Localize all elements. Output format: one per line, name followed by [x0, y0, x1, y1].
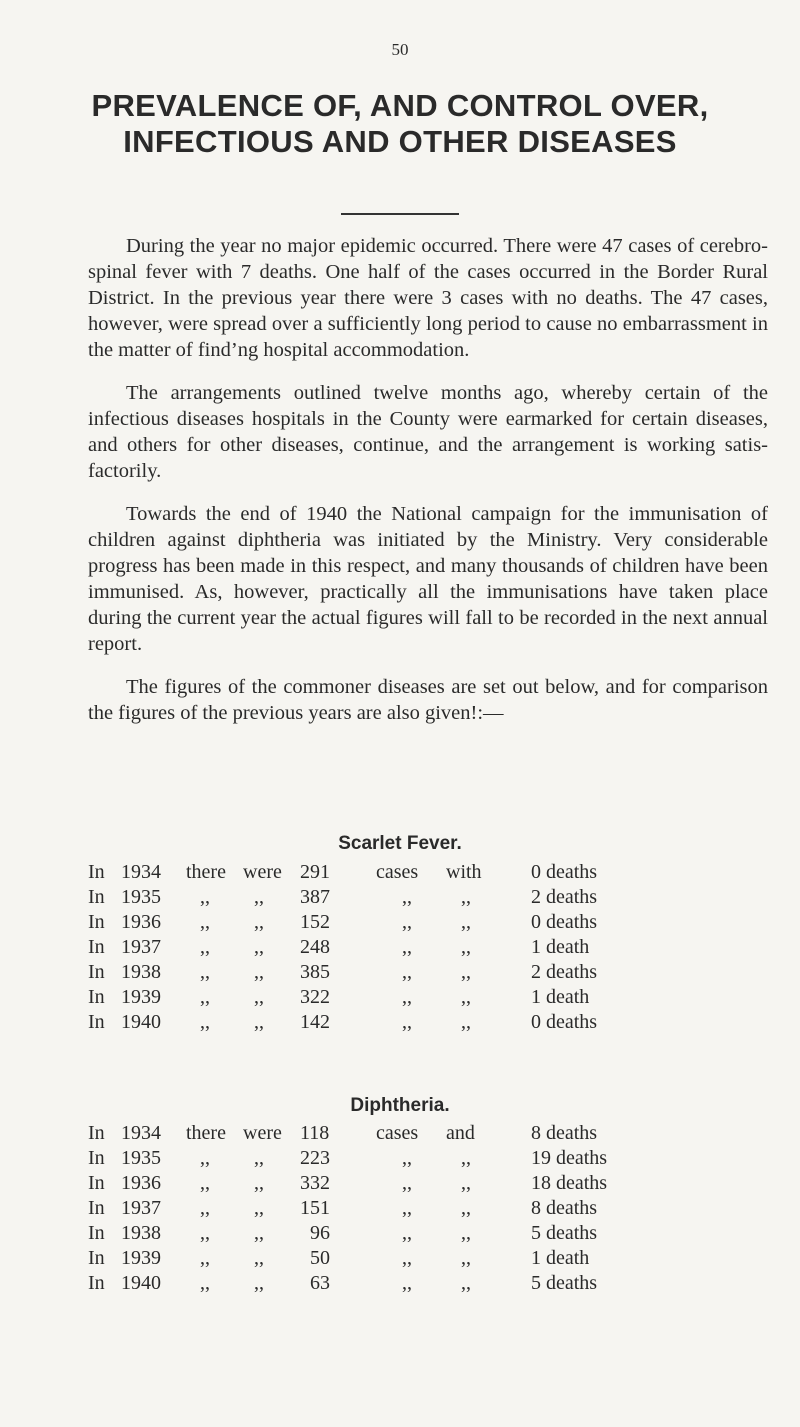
cell-ditto: ,,	[200, 1222, 210, 1244]
cell-prefix: In	[88, 861, 105, 883]
cell-count: 322	[300, 986, 330, 1008]
cell-prefix: In	[88, 1011, 105, 1033]
page-title	[0, 88, 800, 160]
cell-count: 332	[300, 1172, 330, 1194]
table-row	[0, 960, 800, 985]
cell-prefix: In	[88, 1147, 105, 1169]
cell-ditto: ,,	[461, 1147, 471, 1169]
table-row	[0, 1196, 800, 1221]
heading-divider	[341, 213, 459, 215]
cell-prefix: In	[88, 1222, 105, 1244]
cell-deaths: 8 deaths	[531, 1122, 598, 1144]
cell-deaths: 0 deaths	[531, 1011, 598, 1033]
cell-year: 1935	[121, 1147, 161, 1169]
cell-prefix: In	[88, 1247, 105, 1269]
cell-were: were	[243, 861, 282, 883]
cell-ditto: ,,	[402, 936, 412, 958]
cell-count: 223	[300, 1147, 330, 1169]
cell-ditto: ,,	[200, 1011, 210, 1033]
cell-ditto: ,,	[461, 1272, 471, 1294]
cell-ditto: ,,	[402, 961, 412, 983]
cell-prefix: In	[88, 961, 105, 983]
cell-ditto: ,,	[461, 1222, 471, 1244]
cell-count: 50	[310, 1247, 330, 1269]
cell-with: with	[446, 861, 482, 883]
cell-deaths: 0 deaths	[531, 911, 598, 933]
cell-count: 248	[300, 936, 330, 958]
cell-ditto: ,,	[254, 911, 264, 933]
cell-count: 387	[300, 886, 330, 908]
cell-ditto: ,,	[254, 961, 264, 983]
cell-deaths: 1 death	[531, 1247, 590, 1269]
cell-ditto: ,,	[254, 936, 264, 958]
table-row	[0, 910, 800, 935]
table-row	[0, 860, 800, 885]
cell-count: 291	[300, 861, 330, 883]
scarlet-fever-title: Scarlet Fever.	[338, 833, 462, 854]
cell-ditto: ,,	[254, 1172, 264, 1194]
cell-count: 96	[310, 1222, 330, 1244]
cell-ditto: ,,	[402, 1247, 412, 1269]
cell-ditto: ,,	[254, 1272, 264, 1294]
cell-count: 142	[300, 1011, 330, 1033]
cell-ditto: ,,	[254, 986, 264, 1008]
table-row	[0, 935, 800, 960]
cell-and: and	[446, 1122, 475, 1144]
cell-there: there	[186, 861, 226, 883]
cell-deaths: 5 deaths	[531, 1272, 598, 1294]
cell-deaths: 2 deaths	[531, 961, 598, 983]
cell-ditto: ,,	[402, 1272, 412, 1294]
table-row	[0, 1221, 800, 1246]
cell-year: 1938	[121, 1222, 161, 1244]
cell-ditto: ,,	[461, 911, 471, 933]
table-row	[0, 1171, 800, 1196]
page-title-line-2: INFECTIOUS AND OTHER DISEASES	[123, 124, 677, 159]
page-title-line-1: PREVALENCE OF, AND CONTROL OVER,	[91, 88, 709, 123]
cell-ditto: ,,	[461, 986, 471, 1008]
cell-year: 1935	[121, 886, 161, 908]
cell-ditto: ,,	[461, 936, 471, 958]
table-row	[0, 1246, 800, 1271]
cell-year: 1937	[121, 936, 161, 958]
cell-prefix: In	[88, 1172, 105, 1194]
cell-deaths: 19 deaths	[531, 1147, 608, 1169]
cell-ditto: ,,	[254, 1147, 264, 1169]
diphtheria-table	[0, 1121, 800, 1296]
diphtheria-title: Diphtheria.	[350, 1095, 450, 1116]
cell-ditto: ,,	[402, 986, 412, 1008]
cell-ditto: ,,	[200, 961, 210, 983]
cell-year: 1936	[121, 911, 161, 933]
cell-ditto: ,,	[461, 1172, 471, 1194]
cell-prefix: In	[88, 886, 105, 908]
cell-deaths: 2 deaths	[531, 886, 598, 908]
cell-there: there	[186, 1122, 226, 1144]
table-row	[0, 885, 800, 910]
cell-ditto: ,,	[200, 886, 210, 908]
cell-ditto: ,,	[200, 936, 210, 958]
scarlet-fever-table	[0, 860, 800, 1035]
cell-cases: cases	[376, 1122, 419, 1144]
cell-ditto: ,,	[200, 1172, 210, 1194]
table-row	[0, 985, 800, 1010]
cell-year: 1940	[121, 1272, 161, 1294]
cell-deaths: 8 deaths	[531, 1197, 598, 1219]
cell-count: 118	[300, 1122, 330, 1144]
cell-count: 152	[300, 911, 330, 933]
cell-ditto: ,,	[402, 886, 412, 908]
table-row	[0, 1121, 800, 1146]
cell-ditto: ,,	[254, 1247, 264, 1269]
cell-prefix: In	[88, 911, 105, 933]
cell-ditto: ,,	[254, 886, 264, 908]
cell-ditto: ,,	[200, 1272, 210, 1294]
cell-prefix: In	[88, 1197, 105, 1219]
cell-deaths: 18 deaths	[531, 1172, 608, 1194]
cell-ditto: ,,	[402, 1147, 412, 1169]
cell-ditto: ,,	[200, 1197, 210, 1219]
paragraph: Towards the end of 1940 the National campaign for the immunisation of children against diphtheria was initiated by the Ministry. Very considerable progress has been made in this respect, and many thousands of children have been immunised. As, however, practically all the immunisations have taken place during the current year the actual figures will fall to be recorded in the next annual report.	[88, 503, 768, 655]
cell-ditto: ,,	[402, 1222, 412, 1244]
cell-ditto: ,,	[200, 986, 210, 1008]
cell-ditto: ,,	[402, 1197, 412, 1219]
cell-year: 1940	[121, 1011, 161, 1033]
page-number: 50	[391, 40, 409, 59]
cell-deaths: 1 death	[531, 986, 590, 1008]
cell-prefix: In	[88, 986, 105, 1008]
cell-ditto: ,,	[461, 1197, 471, 1219]
cell-year: 1938	[121, 961, 161, 983]
cell-count: 385	[300, 961, 330, 983]
cell-prefix: In	[88, 1272, 105, 1294]
cell-year: 1934	[121, 1122, 161, 1144]
cell-ditto: ,,	[461, 961, 471, 983]
cell-ditto: ,,	[200, 1247, 210, 1269]
cell-ditto: ,,	[200, 1147, 210, 1169]
cell-ditto: ,,	[254, 1011, 264, 1033]
paragraph: The figures of the commoner diseases are set out below, and for comparison the figures of the previous years are also given!:—	[88, 676, 768, 724]
paragraph: During the year no major epidemic occurred. There were 47 cases of cerebro-spinal fever with 7 deaths. One half of the cases occurred in the Border Rural District. In the previous year there were 3 cases with no deaths. The 47 cases, however, were spread over a sufficiently long period to cause no embarrassment in the matter of find’ng hospital accommodation.	[88, 235, 768, 361]
table-row	[0, 1010, 800, 1035]
cell-count: 63	[310, 1272, 330, 1294]
cell-ditto: ,,	[254, 1197, 264, 1219]
paragraph: The arrangements outlined twelve months ago, whereby certain of the infectious diseases hospitals in the County were earmarked for certain diseases, and others for other diseases, continue, and the arrangement is working satis-factorily.	[88, 382, 768, 482]
cell-prefix: In	[88, 936, 105, 958]
cell-ditto: ,,	[402, 1172, 412, 1194]
cell-year: 1939	[121, 1247, 161, 1269]
table-row	[0, 1271, 800, 1296]
cell-year: 1936	[121, 1172, 161, 1194]
cell-deaths: 5 deaths	[531, 1222, 598, 1244]
cell-deaths: 0 deaths	[531, 861, 598, 883]
cell-ditto: ,,	[461, 1011, 471, 1033]
cell-cases: cases	[376, 861, 419, 883]
cell-ditto: ,,	[254, 1222, 264, 1244]
cell-were: were	[243, 1122, 282, 1144]
cell-ditto: ,,	[402, 911, 412, 933]
cell-ditto: ,,	[200, 911, 210, 933]
cell-ditto: ,,	[461, 1247, 471, 1269]
table-row	[0, 1146, 800, 1171]
cell-ditto: ,,	[461, 886, 471, 908]
cell-prefix: In	[88, 1122, 105, 1144]
body-text	[88, 233, 768, 726]
cell-year: 1939	[121, 986, 161, 1008]
cell-year: 1937	[121, 1197, 161, 1219]
cell-count: 151	[300, 1197, 330, 1219]
cell-year: 1934	[121, 861, 161, 883]
cell-deaths: 1 death	[531, 936, 590, 958]
cell-ditto: ,,	[402, 1011, 412, 1033]
